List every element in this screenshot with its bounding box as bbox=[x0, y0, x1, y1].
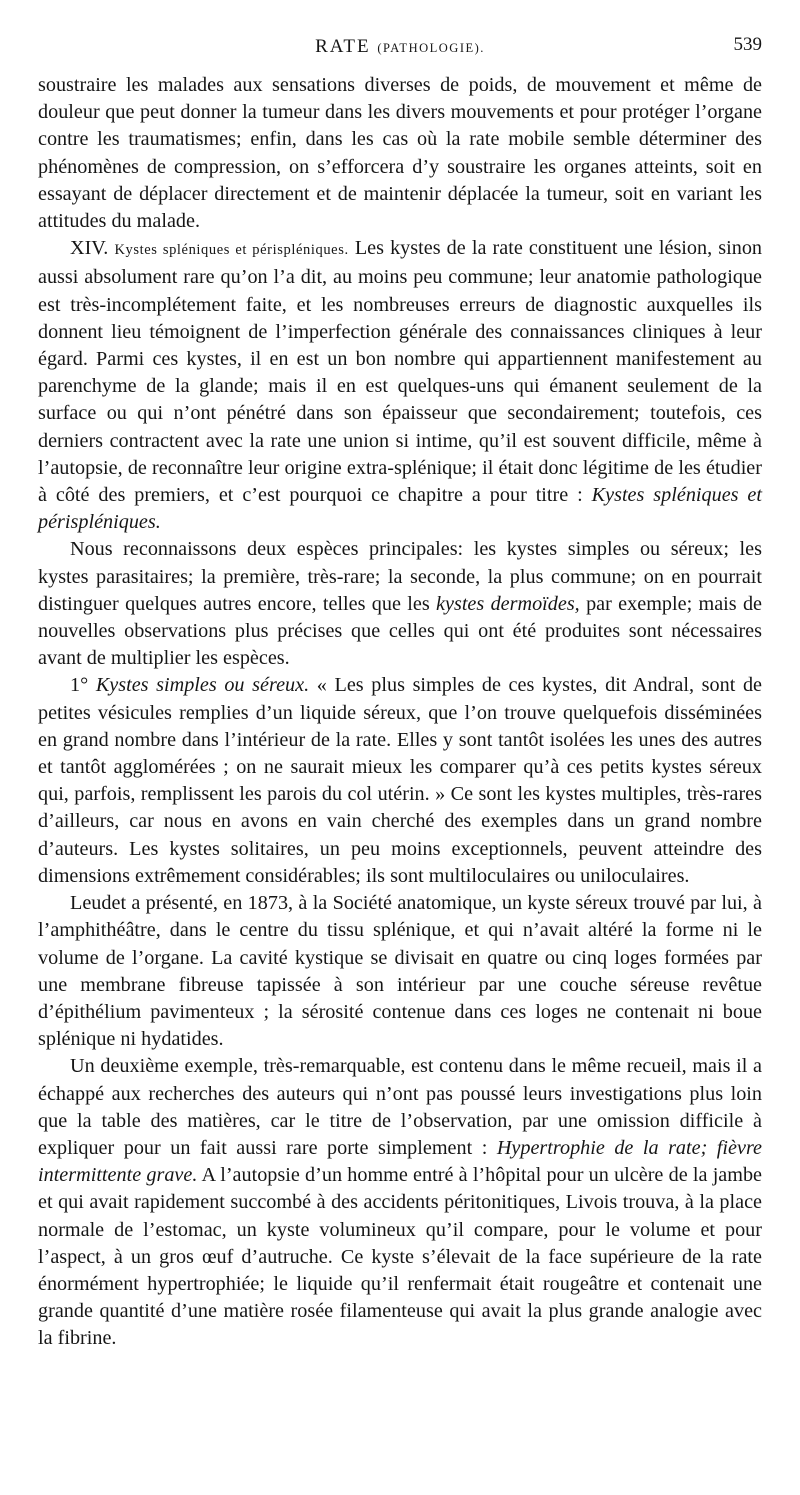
paragraph-leudet: Leudet a présenté, en 1873, à la Société anatomique, un kyste séreux trouvé par lui, à l’amphithéâtre, dans le centre du tissu splénique, et qui n’avait altéré la forme ni le volume de l’organe. La cavité kystique se divisait en quatre ou cinq loges formées par une membrane fibreuse tapissée à son intérieur par une couche séreuse revêtue d’épithélium pavimenteux ; la sérosité contenue dans ces loges ne contenait ni boue splénique ni hydatides. bbox=[38, 892, 762, 1051]
paragraph-text: « Les plus simples de ces kystes, dit Andral, sont de petites vésicules remplies d’un liquide séreux, que l’on trouve quelquefois disséminées en grand nombre dans l’intérieur de la rate. Elles y sont tantôt isolées les unes des autres et tantôt agglomérées ; on ne saurait mieux les comparer qu’à ces petits kystes séreux qui, parfois, remplissent les parois du col utérin. » Ce sont les kystes multiples, très-rares d’ailleurs, car nous en avons en vain cherché des exemples dans un grand nombre d’auteurs. Les kystes solitaires, un peu moins exceptionnels, peuvent atteindre des dimensions extrêmement considérables; ils sont multiloculaires ou uniloculaires. bbox=[38, 674, 763, 887]
paragraph-text: Un deuxième exemple, très-remarquable, est contenu dans le même recueil, mais il a échappé aux recherches des auteurs qui n’ont pas poussé leurs investigations plus loin que la table des matières, car le titre de l’observation, par une omission difficile à expliquer pour un fait aussi rare porte simplement : bbox=[38, 1055, 762, 1159]
running-head bbox=[0, 34, 800, 64]
section-heading: Kystes spléniques et périspléniques. bbox=[114, 242, 349, 259]
paragraph-text: par exemple; mais de nouvelles observations plus précises que celles qui ont été produites sont nécessaires avant de multiplier les espèces. bbox=[38, 592, 763, 670]
body-text bbox=[38, 72, 762, 1353]
paragraph-text: A l’autopsie d’un homme entré à l’hôpital pour un ulcère de la jambe et qui avait rapidement succombé à des accidents péritonitiques, Livois trouva, à la place normale de l’estomac, un kyste volumineux qu’il compare, pour le volume et pour l’aspect, à un gros œuf d’autruche. Ce kyste s’élevait de la face supérieure de la rate énormément hypertrophiée; le liquide qu’il renfermait était rougeâtre et contenait une grande quantité d’une matière rosée filamenteuse qui avait la plus grande analogie avec la fibrine. bbox=[38, 1164, 763, 1350]
paragraph-section-xiv bbox=[38, 235, 762, 536]
subsection-number: 1° bbox=[70, 674, 89, 697]
paragraph-second-example bbox=[38, 1053, 762, 1352]
observation-title-italic: Hypertrophie de la rate; fièvre intermittente grave. bbox=[38, 1136, 763, 1187]
running-head-title bbox=[0, 36, 800, 58]
section-number: XIV. bbox=[70, 237, 109, 260]
running-head-title-sub: (PATHOLOGIE). bbox=[377, 41, 485, 55]
chapter-title-italic: Kystes spléniques et périspléniques. bbox=[38, 484, 763, 534]
running-head-title-main: RATE bbox=[315, 36, 371, 57]
page-number: 539 bbox=[733, 34, 762, 55]
paragraph-continuation: soustraire les malades aux sensations diverses de poids, de mouvement et même de douleur que peut donner la tumeur dans les divers mouvements et pour protéger l’organe contre les traumatismes; enfin, dans les cas où la rate mobile semble déterminer des phénomènes de compression, on s’efforcera d’y soustraire les organes atteints, soit en essayant de déplacer directement et de maintenir déplacée la tumeur, soit en variant les attitudes du malade. bbox=[38, 74, 762, 233]
paragraph-text: Les kystes de la rate constituent une lésion, sinon aussi absolument rare qu’on l’a dit, au moins peu commune; leur anatomie pathologique est très-incomplétement faite, et les nombreuses erreurs de diagnostic auxquelles ils donnent lieu témoignent de l’imperfection générale des connaissances cliniques à leur égard. Parmi ces kystes, il en est un bon nombre qui appartiennent manifestement au parenchyme de la glande; mais il en est quelques-uns qui émanent seulement de la surface ou qui n’ont pénétré dans son épaisseur que secondairement; toutefois, ces derniers contractent avec la rate une union si intime, qu’il est souvent difficile, même à l’autopsie, de reconnaître leur origine extra-splénique; il était donc légitime de les étudier à côté des premiers, et c’est pourquoi ce chapitre a pour titre : bbox=[38, 237, 763, 507]
paragraph-simple-cysts bbox=[38, 672, 762, 890]
italic-term: kystes dermoïdes, bbox=[436, 592, 580, 615]
paragraph-species bbox=[38, 536, 762, 672]
paragraph-text: Nous reconnaissons deux espèces principales: les kystes simples ou séreux; les kystes parasitaires; la première, très-rare; la seconde, la plus commune; on en pourrait distinguer quelques autres encore, telles que les bbox=[38, 538, 762, 615]
subsection-heading: Kystes simples ou séreux. bbox=[95, 674, 310, 697]
